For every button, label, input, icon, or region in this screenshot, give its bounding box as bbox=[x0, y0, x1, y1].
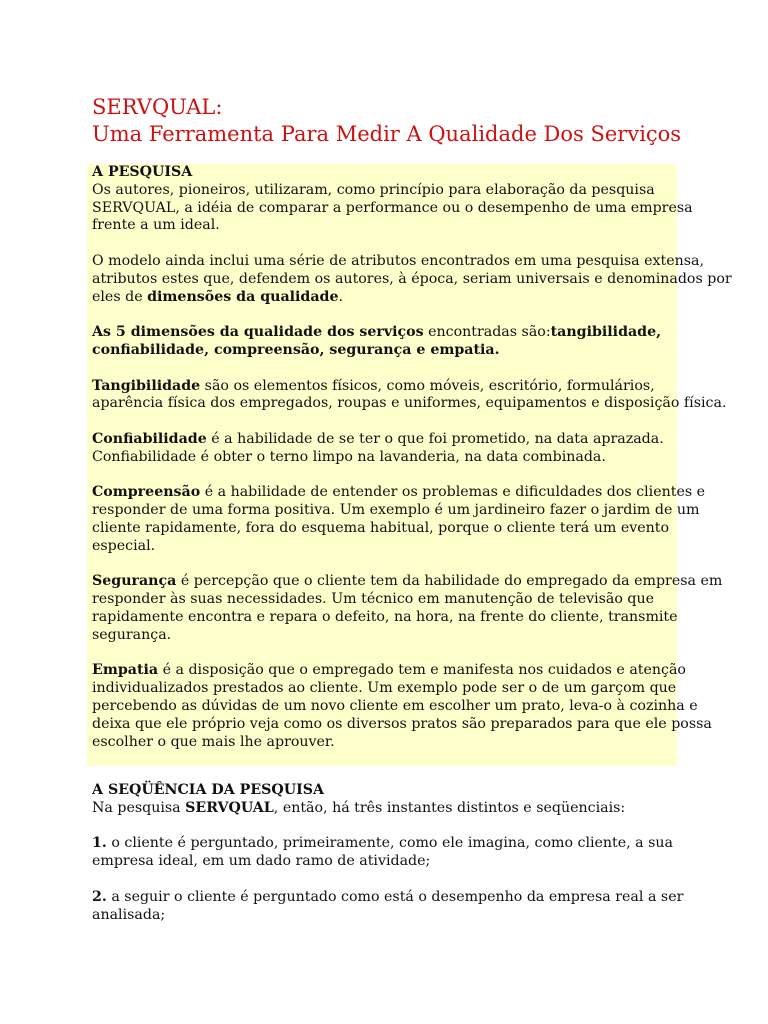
item-2-line-1 bbox=[92, 888, 684, 907]
compreensao-line-4: especial. bbox=[92, 537, 156, 554]
empatia-line-1 bbox=[92, 662, 686, 680]
item-1-line-1 bbox=[92, 835, 677, 853]
model-line-3-prefix: eles de bbox=[92, 288, 148, 305]
seguranca-line-1-text: é percepção que o cliente tem da habilidade do empregado da empresa em bbox=[176, 573, 723, 590]
dimensoes-term: dimensões da qualidade bbox=[147, 288, 339, 305]
empatia-line-5: escolher o que mais lhe aprouver. bbox=[92, 733, 335, 750]
model-line-3-suffix: . bbox=[338, 288, 344, 305]
compreensao-line-2: responder de uma forma positiva. Um exemplo é um jardineiro fazer o jardim de um bbox=[92, 502, 700, 519]
item-1-number: 1. bbox=[92, 835, 107, 852]
sequence-intro-block bbox=[92, 782, 677, 818]
pesquisa-section bbox=[92, 164, 693, 235]
item-2-number: 2. bbox=[92, 888, 107, 905]
compreensao-line-1 bbox=[92, 484, 706, 502]
five-dimensions-paragraph bbox=[92, 324, 677, 360]
tangibilidade-paragraph bbox=[92, 377, 727, 414]
five-dimensions-term: As 5 dimensões da qualidade dos serviços bbox=[92, 324, 424, 341]
sequence-section bbox=[92, 782, 684, 924]
confiabilidade-line-2: Confiabilidade é obter o terno limpo na lavanderia, na data combinada. bbox=[92, 448, 606, 465]
empatia-line-1-text: é a disposição que o empregado tem e manifesta nos cuidados e atenção bbox=[158, 662, 686, 679]
compreensao-paragraph bbox=[92, 484, 706, 555]
empatia-line-2: individualizados prestados ao cliente. Um exemplo pode ser o de um garçom que bbox=[92, 680, 677, 697]
empatia-line-4: deixa que ele próprio veja como os diversos pratos são preparados para que ele possa bbox=[92, 715, 712, 732]
model-line-2: atributos estes que, defendem os autores, à época, seriam universais e denominados por bbox=[92, 270, 732, 287]
pesquisa-heading: A PESQUISA bbox=[92, 164, 193, 180]
seguranca-paragraph bbox=[92, 573, 723, 644]
item-2-line-2: analisada; bbox=[92, 906, 166, 923]
seguranca-line-2: responder às suas necessidades. Um técnico em manutenção de televisão que bbox=[92, 591, 655, 608]
highlight-box bbox=[87, 164, 732, 766]
tangibilidade-line-2: aparência física dos empregados, roupas e uniformes, equipamentos e disposição física. bbox=[92, 395, 727, 412]
five-line-2 bbox=[92, 342, 677, 360]
sequence-item-1 bbox=[92, 835, 677, 871]
tangibilidade-line-1 bbox=[92, 378, 677, 396]
confiabilidade-paragraph bbox=[92, 431, 677, 467]
sequence-intro-prefix: Na pesquisa bbox=[92, 799, 186, 816]
item-1-line-2: empresa ideal, em um dado ramo de atividade; bbox=[92, 853, 431, 870]
empatia-term: Empatia bbox=[92, 662, 159, 679]
document-title bbox=[92, 94, 681, 148]
intro-line-3: frente a um ideal. bbox=[92, 217, 220, 234]
sequence-heading: A SEQÜÊNCIA DA PESQUISA bbox=[92, 782, 324, 798]
model-paragraph bbox=[92, 252, 732, 306]
intro-line-1: Os autores, pioneiros, utilizaram, como princípio para elaboração da pesquisa bbox=[92, 181, 655, 198]
tangibilidade-list-term: tangibilidade, bbox=[550, 324, 662, 341]
tangibilidade-term: Tangibilidade bbox=[92, 377, 201, 394]
sequence-item-2 bbox=[92, 888, 684, 925]
title-line-2: Uma Ferramenta Para Medir A Qualidade Dos Serviços bbox=[92, 122, 682, 146]
highlight-box-content bbox=[92, 164, 732, 751]
five-line-1-normal: encontradas são: bbox=[423, 324, 551, 341]
seguranca-line-1 bbox=[92, 573, 723, 591]
sequence-intro-suffix: , então, há três instantes distintos e seqüenciais: bbox=[273, 799, 626, 816]
model-line-3 bbox=[92, 289, 677, 307]
five-line-2-bold: confiabilidade, compreensão, segurança e empatia. bbox=[92, 341, 500, 358]
compreensao-line-3: cliente rapidamente, fora do esquema habitual, porque o cliente terá um evento bbox=[92, 519, 670, 536]
confiabilidade-line-1-text: é a habilidade de se ter o que foi prometido, na data aprazada. bbox=[206, 430, 664, 447]
empatia-line-3: percebendo as dúvidas de um novo cliente em escolher um prato, leva-o à cozinha e bbox=[92, 697, 698, 714]
item-1-line-1-text: o cliente é perguntado, primeiramente, como ele imagina, como cliente, a sua bbox=[106, 835, 674, 852]
confiabilidade-term: Confiabilidade bbox=[92, 430, 207, 447]
seguranca-term: Segurança bbox=[92, 573, 177, 590]
confiabilidade-line-1 bbox=[92, 431, 677, 449]
model-line-1: O modelo ainda inclui uma série de atributos encontrados em uma pesquisa extensa, bbox=[92, 252, 704, 269]
title-line-1: SERVQUAL: bbox=[92, 95, 223, 119]
compreensao-line-1-text: é a habilidade de entender os problemas e dificuldades dos clientes e bbox=[200, 484, 706, 501]
compreensao-term: Compreensão bbox=[92, 484, 201, 501]
seguranca-line-4: segurança. bbox=[92, 626, 172, 643]
item-2-line-1-text: a seguir o cliente é perguntado como está o desempenho da empresa real a ser bbox=[106, 888, 684, 905]
tangibilidade-line-1-text: são os elementos físicos, como móveis, escritório, formulários, bbox=[200, 377, 655, 394]
seguranca-line-3: rapidamente encontra e repara o defeito, na hora, na frente do cliente, transmite bbox=[92, 608, 678, 625]
empatia-paragraph bbox=[92, 662, 712, 751]
sequence-intro-line bbox=[92, 800, 677, 818]
servqual-term: SERVQUAL bbox=[185, 799, 274, 816]
intro-line-2: SERVQUAL, a idéia de comparar a performance ou o desempenho de uma empresa bbox=[92, 199, 693, 216]
five-line-1 bbox=[92, 324, 677, 342]
